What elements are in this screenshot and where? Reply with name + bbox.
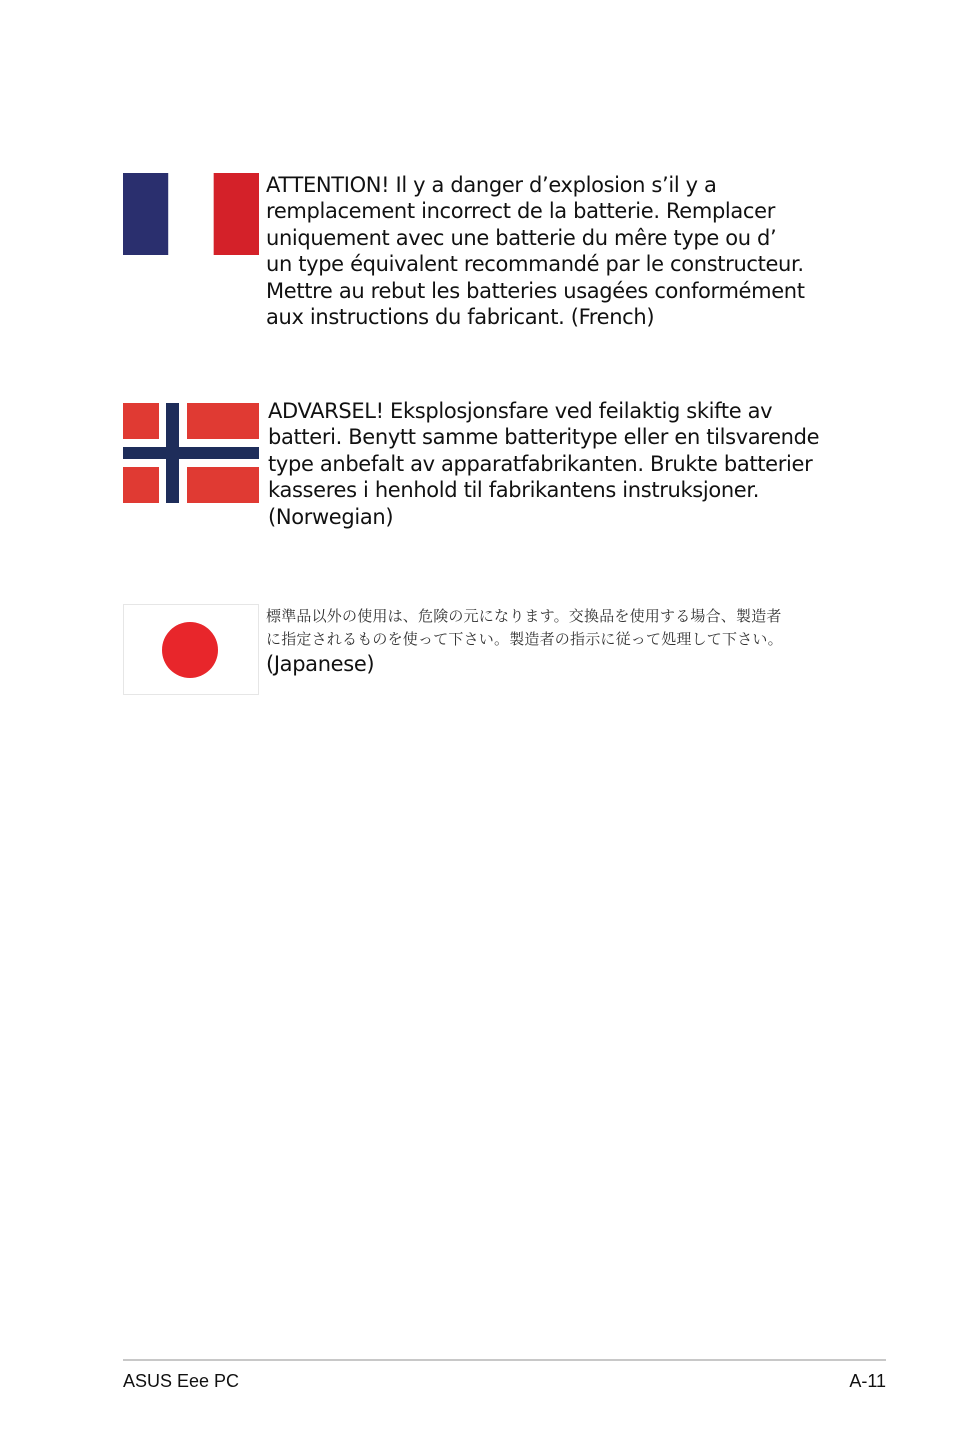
text-line: Mettre au rebut les batteries usagées conformément [266, 278, 805, 303]
japan-flag-icon [123, 604, 259, 695]
text-line: uniquement avec une batterie du mêre type ou d’ [266, 225, 777, 250]
text-line: aux instructions du fabricant. (French) [266, 305, 655, 330]
france-flag-icon [123, 173, 259, 255]
norwegian-warning-text [268, 398, 858, 530]
french-warning-text [266, 172, 856, 330]
text-line: (Norwegian) [268, 504, 394, 529]
text-line: kasseres i henhold til fabrikantens instruksjoner. [268, 478, 760, 503]
text-line: remplacement incorrect de la batterie. Remplacer [266, 199, 775, 224]
japanese-label: (Japanese) [266, 652, 375, 676]
text-line: ADVARSEL! Eksplosjonsfare ved feilaktig skifte av [268, 399, 773, 423]
japanese-warning-line: に指定されるものを使って下さい。製造者の指示に従って処理して下さい。 [266, 630, 783, 648]
text-line: type anbefalt av apparatfabrikanten. Brukte batterier [268, 451, 813, 476]
text-line: ATTENTION! Il y a danger d’explosion s’il y a [266, 173, 717, 197]
text-line: batteri. Benytt samme batteritype eller en tilsvarende [268, 425, 820, 450]
footer-divider [123, 1359, 886, 1361]
norway-flag-icon [123, 403, 259, 503]
text-line: un type équivalent recommandé par le constructeur. [266, 252, 804, 277]
footer-product-name: ASUS Eee PC [123, 1371, 240, 1391]
footer-page-number: A-11 [849, 1371, 886, 1391]
japanese-warning-line: 標準品以外の使用は、危険の元になります。交換品を使用する場合、製造者 [266, 607, 782, 625]
